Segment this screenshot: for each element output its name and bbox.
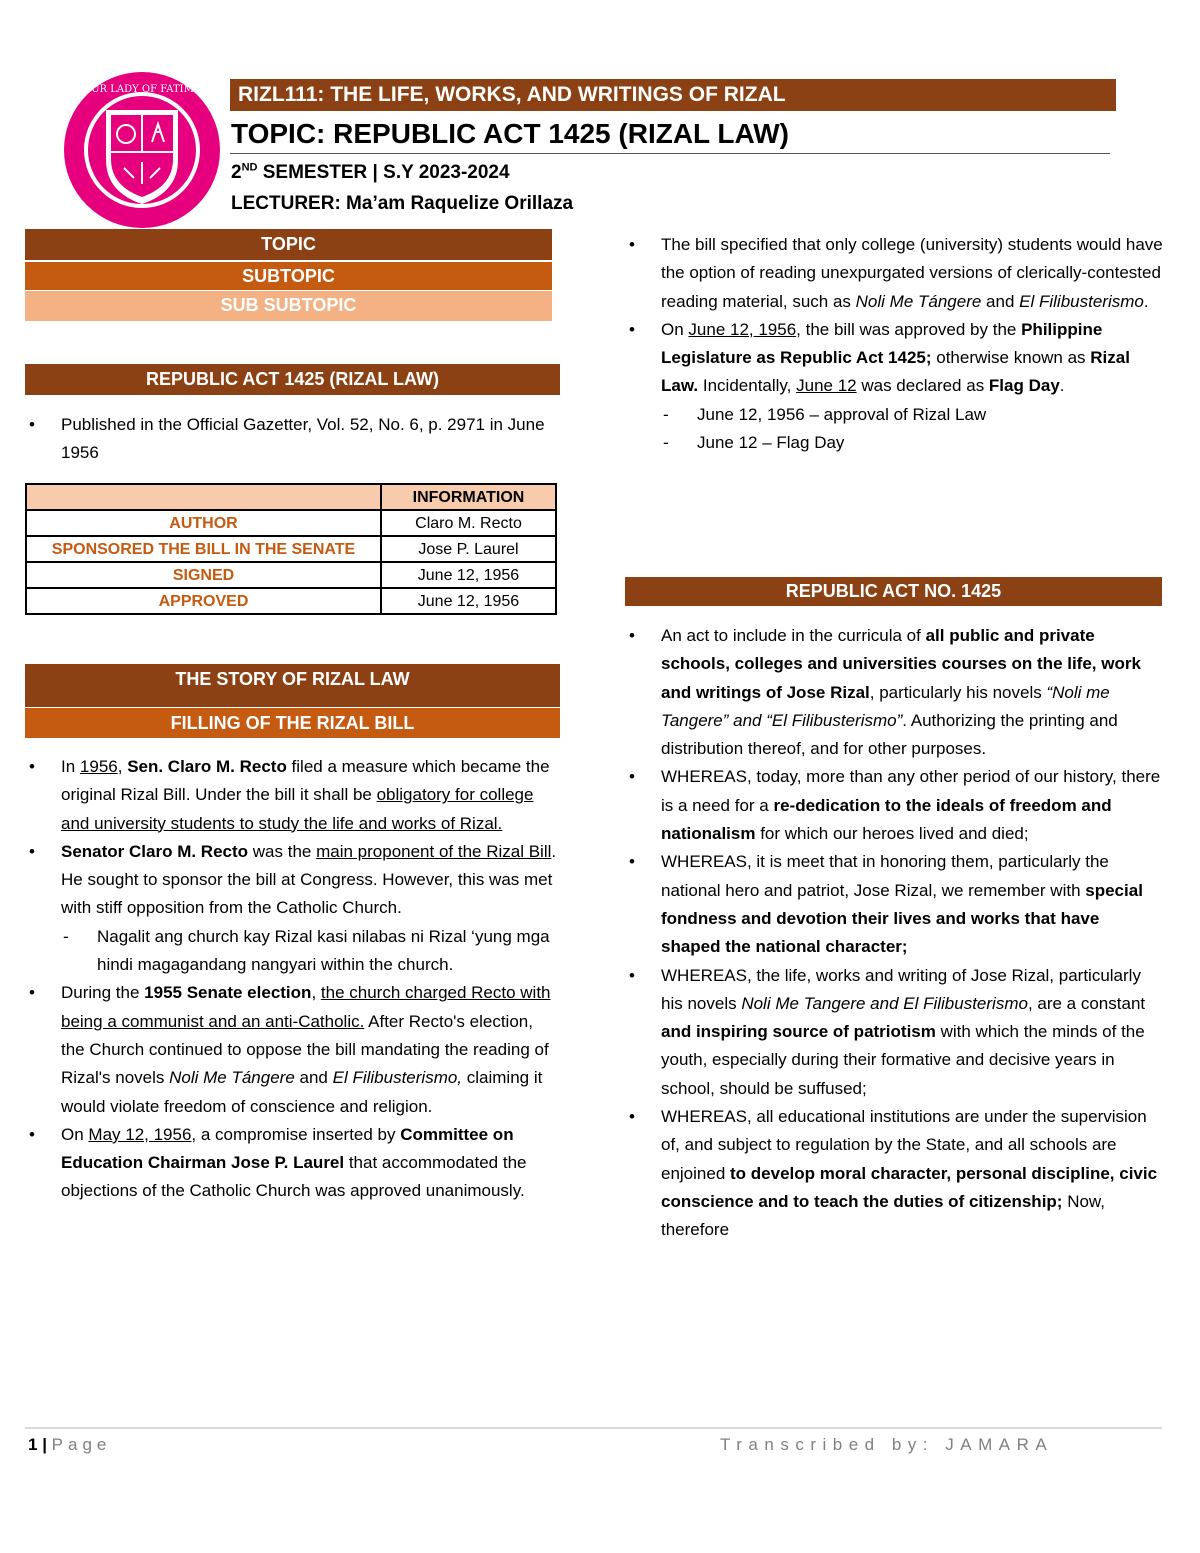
table-value: Claro M. Recto: [381, 510, 556, 536]
table-label: APPROVED: [26, 588, 381, 614]
table-row: [26, 536, 556, 562]
legend-subtopic: SUBTOPIC: [25, 262, 552, 290]
table-value: Jose P. Laurel: [381, 536, 556, 562]
sub-list-item: - June 12, 1956 – approval of Rizal Law: [661, 401, 1163, 429]
footer-divider: [25, 1427, 1162, 1429]
story-list: [25, 753, 560, 1206]
list-item: • WHEREAS, all educational institutions are under the supervision of, and subject to regulation by the State, and all schools are enjoined to develop moral character, personal discipline, civic conscience and to teach the duties of citizenship; Now, therefore: [625, 1103, 1163, 1244]
bill-list: [625, 231, 1163, 457]
lecturer-line: LECTURER: Ma’am Raquelize Orillaza: [231, 193, 574, 214]
list-item: • WHEREAS, the life, works and writing of Jose Rizal, particularly his novels Noli Me Tangere and El Filibusterismo, are a constant and inspiring source of patriotism with which the minds of the youth, especially during their formative and decisive years in school, should be suffused;: [625, 962, 1163, 1103]
table-row: [26, 588, 556, 614]
list-item: • The bill specified that only college (university) students would have the option of reading unexpurgated versions of clerically-contested reading material, such as Noli Me Tángere and El Filibusterismo.: [625, 231, 1163, 316]
sub-list-item: - June 12 – Flag Day: [661, 429, 1163, 457]
section-heading-story: THE STORY OF RIZAL LAW: [25, 664, 560, 707]
legend-sub-subtopic: SUB SUBTOPIC: [25, 291, 552, 321]
table-label: SIGNED: [26, 562, 381, 588]
table-corner-cell: [26, 484, 381, 510]
table-row: [26, 510, 556, 536]
list-item: • WHEREAS, today, more than any other period of our history, there is a need for a re-dedication to the ideals of freedom and nationalism for which our heroes lived and died;: [625, 763, 1163, 848]
table-header-row: [26, 484, 556, 510]
transcribed-by: Transcribed by: JAMARA: [720, 1435, 1054, 1454]
list-item: • On June 12, 1956, the bill was approved by the Philippine Legislature as Republic Act 1425; otherwise known as Rizal Law. Incidentally, June 12 was declared as Flag Day. - June 12, 1956 – approval of Rizal Law - June 12 – Flag Day: [625, 316, 1163, 457]
course-title-bar: RIZL111: THE LIFE, WORKS, AND WRITINGS OF RIZAL: [230, 79, 1116, 111]
info-table: [25, 483, 557, 615]
table-row: [26, 562, 556, 588]
subsection-heading-filling: FILLING OF THE RIZAL BILL: [25, 708, 560, 738]
list-item: • In 1956, Sen. Claro M. Recto filed a measure which became the original Rizal Bill. Under the bill it shall be obligatory for college and university students to study the life and works of Rizal.: [25, 753, 560, 838]
list-item: • Published in the Official Gazetter, Vol. 52, No. 6, p. 2971 in June 1956: [25, 411, 560, 468]
table-label: SPONSORED THE BILL IN THE SENATE: [26, 536, 381, 562]
list-item: • On May 12, 1956, a compromise inserted by Committee on Education Chairman Jose P. Laurel that accommodated the objections of the Catholic Church was approved unanimously.: [25, 1121, 560, 1206]
table-header-information: INFORMATION: [381, 484, 556, 510]
sub-list-item: - Nagalit ang church kay Rizal kasi nilabas ni Rizal ‘yung mga hindi magagandang nangyari within the church.: [61, 923, 560, 980]
published-block: [25, 411, 560, 468]
list-item: • WHEREAS, it is meet that in honoring them, particularly the national hero and patriot, Jose Rizal, we remember with special fondness and devotion their lives and works that have shaped the national character;: [625, 848, 1163, 961]
university-logo-seal: [62, 70, 222, 230]
table-label: AUTHOR: [26, 510, 381, 536]
title-underline: [230, 153, 1110, 154]
legend-topic: TOPIC: [25, 229, 552, 260]
section-heading-ra-no-1425: REPUBLIC ACT NO. 1425: [625, 577, 1162, 606]
list-item: • Senator Claro M. Recto was the main proponent of the Rizal Bill. He sought to sponsor the bill at Congress. However, this was met with stiff opposition from the Catholic Church. - Nagalit ang church kay Rizal kasi nilabas ni Rizal ‘yung mga hindi magagandang nangyari within the church.: [25, 838, 560, 979]
list-item: • During the 1955 Senate election, the church charged Recto with being a communist and an anti-Catholic. After Recto's election, the Church continued to oppose the bill mandating the reading of Rizal's novels Noli Me Tángere and El Filibusterismo, claiming it would violate freedom of conscience and religion.: [25, 979, 560, 1120]
logo-seal-lettering: OUR LADY OF FATIMA: [82, 84, 202, 95]
page-number: 1 | Page: [28, 1435, 112, 1454]
section-heading-ra1425: REPUBLIC ACT 1425 (RIZAL LAW): [25, 364, 560, 395]
act-list: [625, 622, 1163, 1245]
list-item: • An act to include in the curricula of all public and private schools, colleges and universities courses on the life, work and writings of Jose Rizal, particularly his novels “Noli me Tangere” and “El Filibusterismo”. Authorizing the printing and distribution thereof, and for other purposes.: [625, 622, 1163, 763]
page-title: TOPIC: REPUBLIC ACT 1425 (RIZAL LAW): [231, 118, 789, 149]
table-value: June 12, 1956: [381, 588, 556, 614]
table-value: June 12, 1956: [381, 562, 556, 588]
semester-line: 2ND SEMESTER | S.Y 2023-2024: [231, 161, 510, 183]
